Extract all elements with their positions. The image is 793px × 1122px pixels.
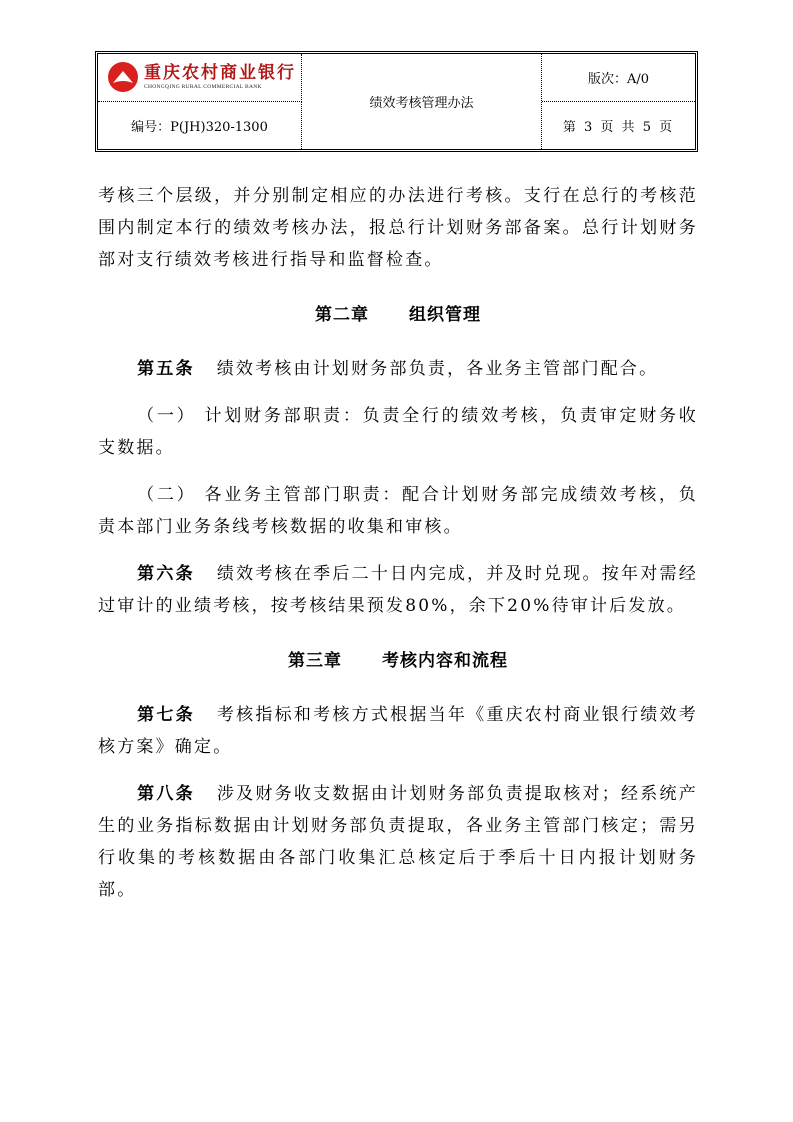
logo-cell (98, 54, 302, 102)
bank-logo-icon (108, 62, 138, 92)
article-text: 绩效考核由计划财务部负责，各业务主管部门配合。 (216, 359, 659, 379)
chapter-title: 组织管理 (409, 305, 481, 325)
document-header-table (95, 51, 698, 152)
document-body (98, 180, 698, 921)
doc-title: 绩效考核管理办法 (302, 54, 542, 149)
article-5-item-2: （二） 各业务主管部门职责：配合计划财务部完成绩效考核，负责本部门业务条线考核数据的收集和审核。 (98, 485, 698, 537)
doc-version: 版次：A/0 (542, 54, 695, 102)
logo-text (144, 62, 296, 91)
chapter-heading-2 (98, 299, 698, 331)
article-6 (98, 558, 698, 622)
article-5 (98, 353, 698, 385)
article-label: 第八条 (137, 784, 195, 804)
article-label: 第六条 (137, 564, 195, 584)
bank-name-en: CHONGQING RURAL COMMERCIAL BANK (144, 83, 262, 90)
article-text: 涉及财务收支数据由计划财务部负责提取核对；经系统产生的业务指标数据由计划财务部负责提取，各业务主管部门核定；需另行收集的考核数据由各部门收集汇总核定后于季后十日内报计划财务部。 (98, 784, 698, 900)
chapter-number: 第三章 (288, 651, 342, 671)
chapter-heading-3 (98, 645, 698, 677)
chapter-number: 第二章 (315, 305, 369, 325)
intro-paragraph: 考核三个层级，并分别制定相应的办法进行考核。支行在总行的考核范围内制定本行的绩效考核办法，报总行计划财务部备案。总行计划财务部对支行绩效考核进行指导和监督检查。 (98, 186, 698, 270)
article-5-item-1: （一） 计划财务部职责：负责全行的绩效考核，负责审定财务收支数据。 (98, 406, 698, 458)
article-text: 考核指标和考核方式根据当年《重庆农村商业银行绩效考核方案》确定。 (98, 705, 698, 757)
article-label: 第七条 (137, 705, 195, 725)
article-text: 绩效考核在季后二十日内完成，并及时兑现。按年对需经过审计的业绩考核，按考核结果预发80%，余下20%待审计后发放。 (98, 564, 698, 616)
article-7 (98, 699, 698, 763)
bank-logo (108, 62, 296, 92)
doc-code: 编号：P(JH)320-1300 (98, 102, 302, 150)
chapter-title: 考核内容和流程 (382, 651, 508, 671)
bank-name-cn: 重庆农村商业银行 (144, 62, 296, 83)
page-info: 第 3 页 共 5 页 (562, 119, 675, 135)
article-label: 第五条 (137, 359, 195, 379)
article-8 (98, 778, 698, 906)
